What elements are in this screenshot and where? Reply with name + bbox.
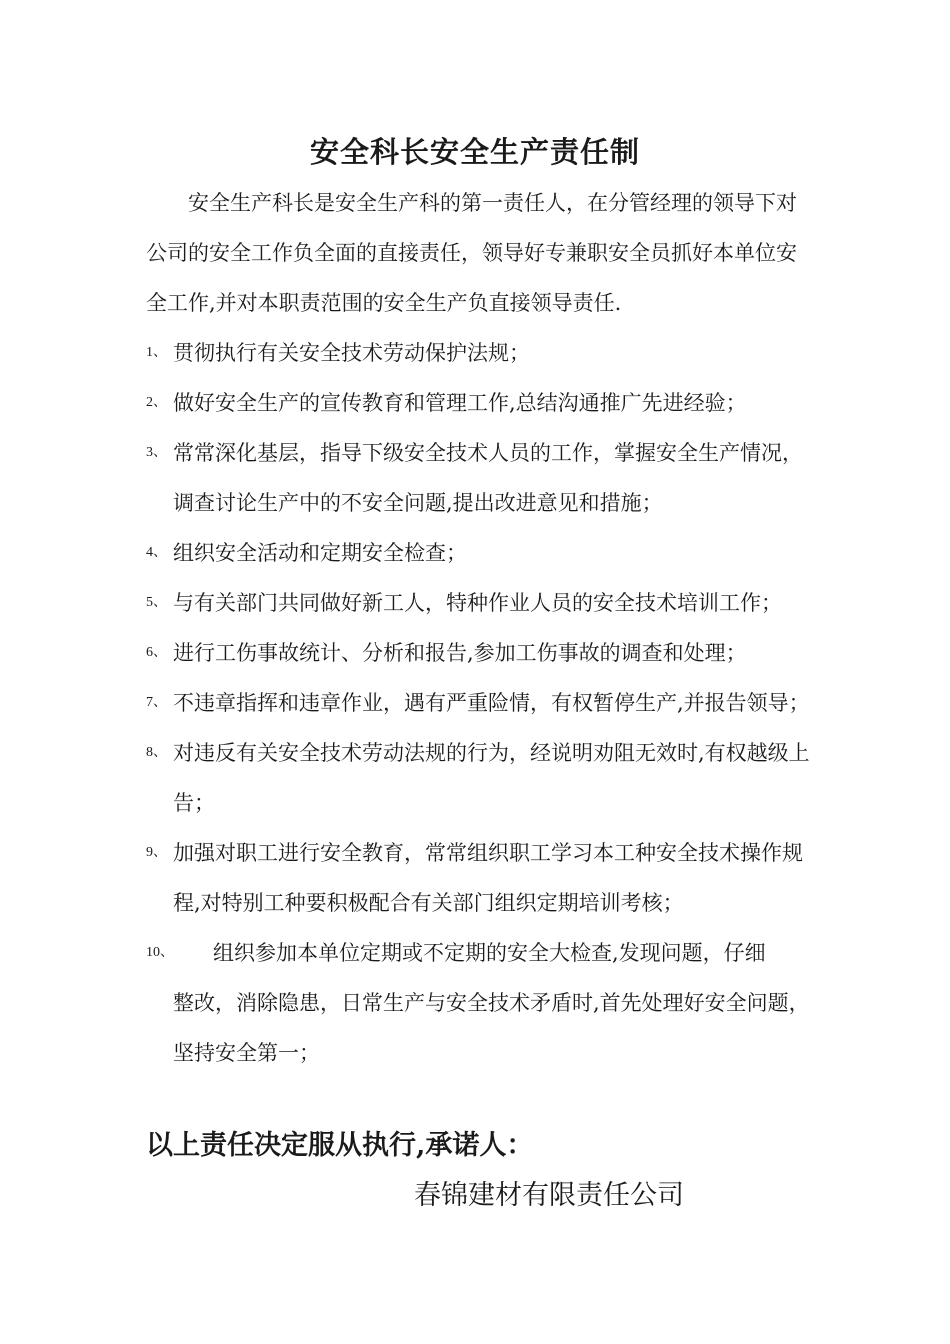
document-title: 安全科长安全生产责任制: [309, 135, 640, 169]
list-item: [146, 928, 816, 1078]
item-text-first-line: 组织参加本单位定期或不定期的安全大检查,发现问题，仔细: [213, 941, 766, 965]
item-text: [173, 928, 816, 1078]
item-number: 7、: [146, 695, 167, 710]
item-number: 6、: [146, 645, 167, 660]
item-number: 5、: [146, 595, 167, 610]
item-text: 进行工伤事故统计、分析和报告,参加工伤事故的调查和处理；: [173, 641, 747, 665]
list-item: [146, 528, 816, 578]
item-number: 4、: [146, 545, 167, 560]
list-item: [146, 578, 816, 628]
responsibility-list: [146, 328, 816, 1078]
item-number: 9、: [146, 845, 167, 860]
company-name: 春锦建材有限责任公司: [414, 1180, 684, 1211]
item-text-continuation: 整改，消除隐患，日常生产与安全技术矛盾时,首先处理好安全问题，坚持安全第一；: [173, 991, 810, 1065]
item-text: 对违反有关安全技术劳动法规的行为，经说明劝阻无效时,有权越级上告；: [173, 741, 810, 815]
list-item: [146, 728, 816, 828]
item-number: 10、: [146, 945, 174, 960]
list-item: [146, 828, 816, 928]
item-number: 3、: [146, 445, 167, 460]
item-text: 贯彻执行有关安全技术劳动保护法规；: [173, 341, 530, 365]
item-text: 不违章指挥和违章作业，遇有严重险情，有权暂停生产,并报告领导；: [173, 691, 810, 715]
list-item: [146, 678, 816, 728]
item-text: 加强对职工进行安全教育，常常组织职工学习本工种安全技术操作规程,对特别工种要积极配合有关部门组织定期培训考核；: [173, 841, 803, 915]
item-number: 1、: [146, 345, 167, 360]
intro-paragraph: 安全生产科长是安全生产科的第一责任人，在分管经理的领导下对公司的安全工作负全面的直接责任，领导好专兼职安全员抓好本单位安全工作,并对本职责范围的安全生产负直接领导责任.: [146, 191, 797, 315]
item-number: 8、: [146, 745, 167, 760]
pledge-statement: 以上责任决定服从执行,承诺人：: [146, 1130, 534, 1161]
item-text: 常常深化基层，指导下级安全技术人员的工作，掌握安全生产情况，调查讨论生产中的不安全问题,提出改进意见和措施；: [173, 441, 803, 515]
list-item: [146, 428, 816, 528]
item-number: 2、: [146, 395, 167, 410]
item-text: 做好安全生产的宣传教育和管理工作,总结沟通推广先进经验；: [173, 391, 747, 415]
list-item: [146, 628, 816, 678]
list-item: [146, 378, 816, 428]
item-text: 组织安全活动和定期安全检查；: [173, 541, 467, 565]
list-item: [146, 328, 816, 378]
item-text: 与有关部门共同做好新工人，特种作业人员的安全技术培训工作；: [173, 591, 782, 615]
